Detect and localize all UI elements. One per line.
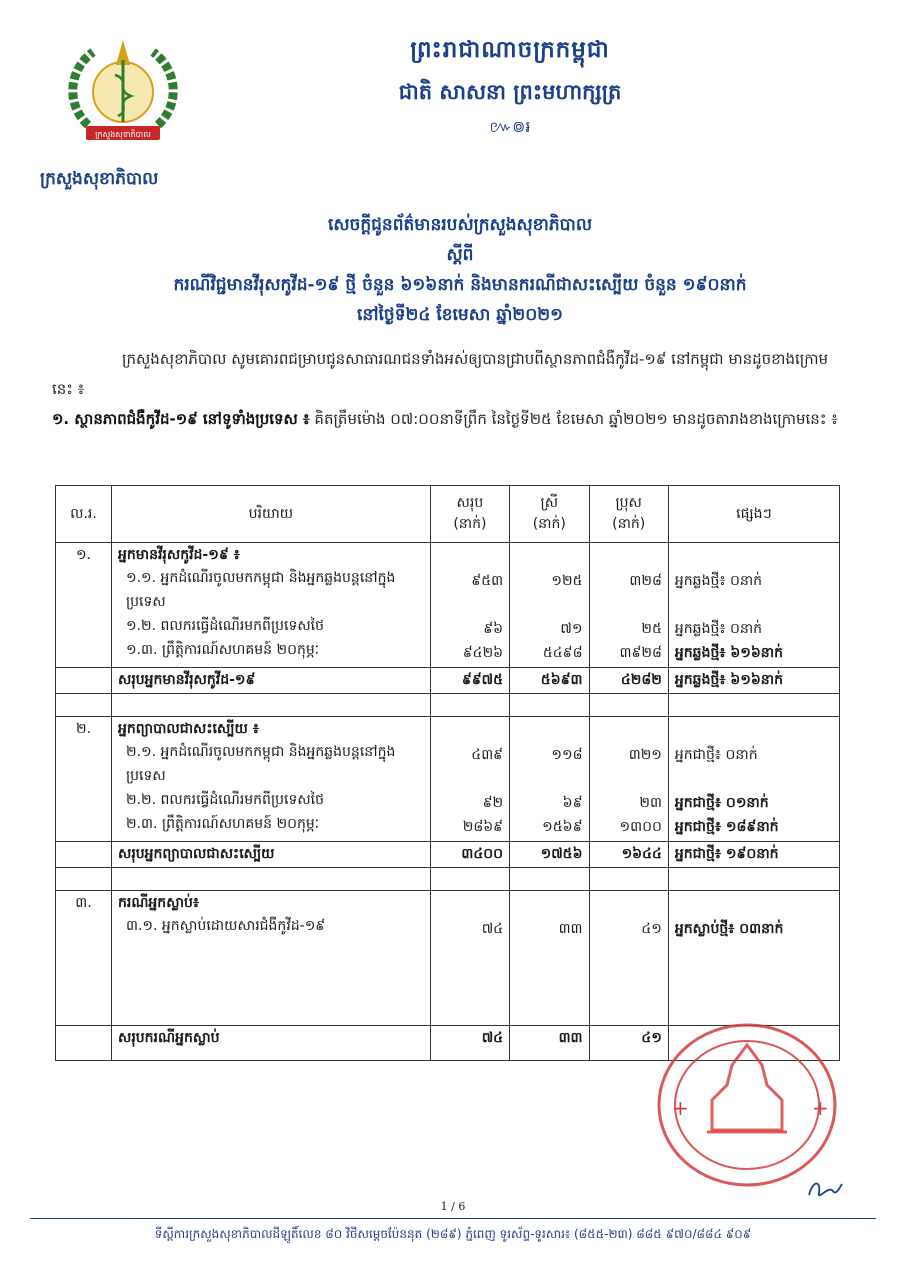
section1-paragraph	[52, 404, 842, 434]
title-line-1: សេចក្តីជូនព័ត៌មានរបស់ក្រសួងសុខាភិបាល	[327, 215, 593, 235]
total-cell	[430, 891, 509, 1026]
female-cell	[510, 891, 589, 1026]
row-total: ៧៤	[481, 921, 504, 937]
total-cell	[430, 543, 509, 668]
ornament: ៚៙៛	[489, 117, 531, 136]
section-title: អ្នកមានវីរុសកូវីដ-១៩ ៖	[118, 547, 240, 563]
summary-female: ១៧៥៦	[510, 842, 589, 868]
section-title: ករណីអ្នកស្លាប់៖	[118, 895, 200, 911]
ministry-name: ក្រសួងសុខាភិបាល	[40, 169, 159, 189]
row-desc: ១.២. ពលករធ្វើដំណើរមកពីប្រទេសថៃ	[126, 618, 324, 634]
row-male: ៣៩២៨	[619, 645, 662, 661]
row-note: អ្នកជាថ្មី៖ ០នាក់	[674, 747, 758, 763]
header-male-unit: (នាក់)	[612, 516, 646, 532]
row-desc: ៣.១. អ្នកស្លាប់ដោយសារជំងឺកូវីដ-១៩	[126, 918, 326, 934]
row-total: ៩២	[482, 795, 504, 811]
female-cell	[510, 717, 589, 842]
section-number: ២.	[56, 717, 112, 842]
row-male: ២៥	[641, 621, 662, 637]
row-note: អ្នកស្លាប់ថ្មី៖ ០៣នាក់	[674, 921, 784, 937]
note-cell	[668, 891, 839, 1026]
intro-paragraph: ក្រសួងសុខាភិបាល សូមគោរពជម្រាបជូនសាធារណជនទាំងអស់ឲ្យបានជ្រាបពីស្ថានភាពជំងឺកូវីដ-១៩ នៅកម្ពុជា មានដូចខាងក្រោមនេះ ៖	[52, 350, 828, 398]
section1-label: ១. ស្ថានភាពជំងឺកូវីដ-១៩ នៅទូទាំងប្រទេស ៖	[52, 410, 310, 428]
section-title: អ្នកព្យាបាលជាសះស្បើយ ៖	[118, 721, 259, 737]
section-number: ៣.	[56, 891, 112, 1026]
total-cell	[430, 717, 509, 842]
female-cell	[510, 543, 589, 668]
page-number: 1 / 6	[440, 1200, 466, 1213]
row-female: ១៥៦៩	[542, 819, 583, 835]
covid-stats-table	[55, 485, 840, 1061]
header-total-unit: (នាក់)	[453, 516, 487, 532]
row-female: ៦៩	[562, 795, 583, 811]
row-female: ៧១	[560, 621, 583, 637]
header-female-label: ស្រី	[540, 495, 559, 511]
row-male: ១៣០០	[619, 819, 662, 835]
row-female: ៣៣	[558, 921, 583, 937]
summary-total: ៧៤	[430, 1026, 509, 1061]
header-total-label: សរុប	[456, 495, 484, 511]
row-male: ៤១	[641, 921, 662, 937]
header-female-unit: (នាក់)	[532, 516, 566, 532]
note-cell	[668, 543, 839, 668]
row-total: ៩៥៣	[471, 573, 504, 589]
svg-text:+: +	[672, 1096, 689, 1120]
summary-male: ១៦៤៤	[589, 842, 668, 868]
row-total: ២៨៦៩	[462, 819, 504, 835]
row-desc: ១.១. អ្នកដំណើរចូលមកកម្ពុជា និងអ្នកឆ្លងបន្តនៅក្នុងប្រទេស	[126, 570, 396, 610]
svg-text:+: +	[812, 1096, 829, 1120]
summary-desc: សរុបអ្នកព្យាបាលជាសះស្បើយ	[112, 842, 431, 868]
row-note: អ្នកឆ្លងថ្មី៖ ៦១៦នាក់	[674, 645, 784, 661]
kingdom-header	[300, 36, 720, 140]
row-female: ៥៤៩៨	[542, 645, 583, 661]
spacer-row	[56, 694, 840, 717]
row-total: ៩៦	[483, 621, 504, 637]
male-cell	[589, 891, 668, 1026]
ministry-logo	[58, 30, 188, 160]
spacer-row	[56, 868, 840, 891]
summary-total: ៩៩៧៥	[430, 668, 509, 694]
logo-lettering: ក្រសួងសុខាភិបាល	[95, 130, 151, 139]
row-female: ១២៥	[551, 573, 583, 589]
row-male: ៣២១	[628, 747, 662, 763]
row-desc: ២.៣. ព្រឹត្តិការណ៍សហគមន៍ ២០កុម្ភៈ	[126, 816, 320, 832]
row-note: អ្នកឆ្លងថ្មី៖ ០នាក់	[674, 621, 763, 637]
row-male: ២៣	[639, 795, 662, 811]
summary-desc: សរុបអ្នកមានវីរុសកូវីដ-១៩	[112, 668, 431, 694]
row-total: ៩៤២៦	[462, 645, 504, 661]
header-desc: បរិយាយ	[112, 486, 431, 543]
summary-female: ៥៦៩៣	[510, 668, 589, 694]
summary-male: ៤២៨២	[589, 668, 668, 694]
title-line-2: ស្តីពី	[446, 245, 474, 265]
footer-divider	[30, 1218, 876, 1219]
section-row	[56, 543, 840, 668]
footer-address: ទីស្តីការក្រសួងសុខាភិបាលដីឡូតិ៍លេខ ៨០ វិថីសម្តេចប៉ែននុត (២៨៩) ភ្នំពេញ ទូរស័ព្ទ-ទូរសារ៖ (៨៥៥-២៣) ៨៨៥ ៩៧០/៨៨៤ ៩០៩	[154, 1227, 752, 1241]
header-other: ផ្សេងៗ	[668, 486, 839, 543]
section1-text: គិតត្រឹមម៉ោង ០៧:០០នាទីព្រឹក នៃថ្ងៃទី២៥ ខែមេសា ឆ្នាំ២០២១ មានដូចតារាងខាងក្រោមនេះ ៖	[309, 410, 838, 428]
summary-male: ៤១	[589, 1026, 668, 1061]
summary-desc: សរុបករណីអ្នកស្លាប់	[112, 1026, 431, 1061]
header-total	[430, 486, 509, 543]
header-female	[510, 486, 589, 543]
row-note: អ្នកជាថ្មី៖ ០១នាក់	[674, 795, 769, 811]
row-female: ១១៨	[551, 747, 583, 763]
section-cell	[112, 543, 431, 668]
row-desc: ២.២. ពលករធ្វើដំណើរមកពីប្រទេសថៃ	[126, 792, 324, 808]
title-line-4: នៅថ្ងៃទី២៤ ខែមេសា ឆ្នាំ២០២១	[356, 305, 564, 325]
section-cell	[112, 891, 431, 1026]
summary-row	[56, 842, 840, 868]
summary-row	[56, 668, 840, 694]
header-male	[589, 486, 668, 543]
official-seal	[652, 1020, 842, 1190]
header-no: ល.រ.	[56, 486, 112, 543]
kingdom-motto: ជាតិ សាសនា ព្រះមហាក្សត្រ	[398, 80, 622, 104]
male-cell	[589, 717, 668, 842]
title-line-3: ករណីវិជ្ជមានវីរុសកូវីដ-១៩ ថ្មី ចំនួន ៦១៦នាក់ និងមានករណីជាសះស្បើយ ចំនួន ១៩០នាក់	[173, 275, 747, 295]
row-desc: ២.១. អ្នកដំណើរចូលមកកម្ពុជា និងអ្នកឆ្លងបន្តនៅក្នុងប្រទេស	[126, 744, 396, 784]
section-row	[56, 717, 840, 842]
row-desc: ១.៣. ព្រឹត្តិការណ៍សហគមន៍ ២០កុម្ភៈ	[126, 642, 320, 658]
male-cell	[589, 543, 668, 668]
section-number: ១.	[56, 543, 112, 668]
row-note: អ្នកឆ្លងថ្មី៖ ០នាក់	[674, 573, 763, 589]
row-total: ៤៣៩	[471, 747, 504, 763]
kingdom-title: ព្រះរាជាណាចក្រកម្ពុជា	[410, 37, 610, 63]
section-row	[56, 891, 840, 1026]
table-header-row	[56, 486, 840, 543]
row-male: ៣២៨	[629, 573, 662, 589]
summary-female: ៣៣	[510, 1026, 589, 1061]
header-male-label: ប្រុស	[615, 495, 642, 511]
section-cell	[112, 717, 431, 842]
note-cell	[668, 717, 839, 842]
summary-note: អ្នកឆ្លងថ្មី៖ ៦១៦នាក់	[668, 668, 839, 694]
row-note: អ្នកជាថ្មី៖ ១៨៩នាក់	[674, 819, 779, 835]
summary-note: អ្នកជាថ្មី៖ ១៩០នាក់	[668, 842, 839, 868]
document-titles	[60, 210, 860, 330]
summary-total: ៣៤០០	[430, 842, 509, 868]
